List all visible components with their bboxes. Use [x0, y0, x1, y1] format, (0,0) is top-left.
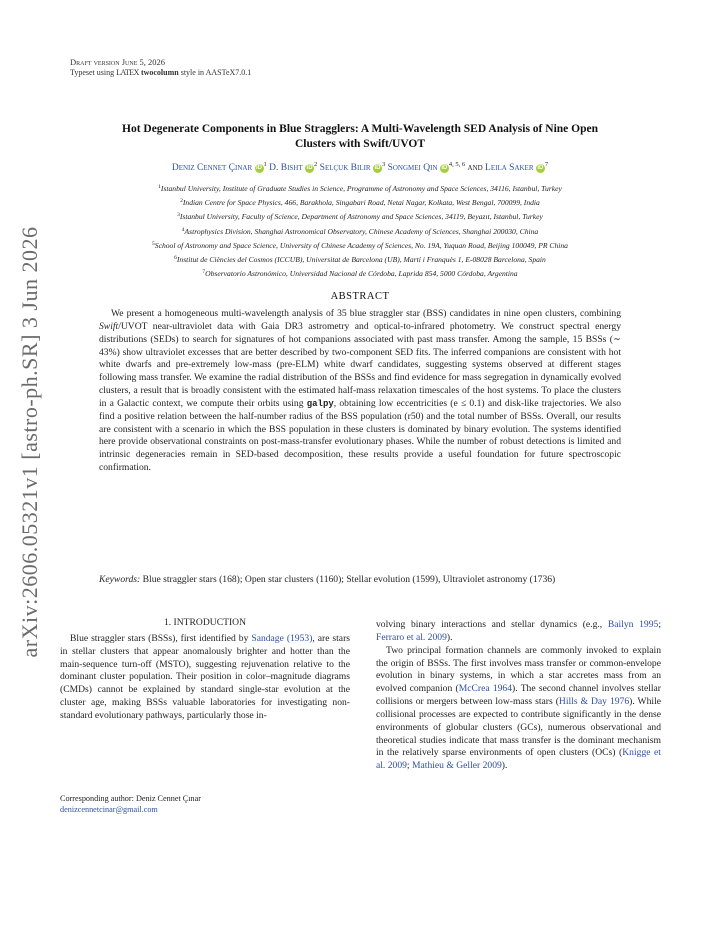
keywords: [99, 573, 621, 586]
citation-link[interactable]: Knigge et al. 2009: [376, 747, 661, 772]
right-column: volving binary interactions and stellar dynamics (e.g., Bailyn 1995; Ferraro et al. 2009). Two principal formation channels are commonly invoked to explain the origin of BSSs. The first involves mass transfer or common-envelope evolution in binary systems, in which a star accretes mass from an evolved companion (McCrea 1964). The second channel involves stellar collisions or mergers between low-mass stars (Hills & Day 1976). While collisional processes are expected to contribute significantly in the dense environments of globular clusters (GCs), numerous observational and theoretical studies indicate that mass transfer is the dominant mechanism in the relatively sparse environments of open clusters (OCs) (Knigge et al. 2009; Mathieu & Geller 2009).: [376, 619, 661, 772]
abstract-heading: ABSTRACT: [330, 291, 390, 302]
keywords-text: Blue straggler stars (168); Open star clusters (1160); Stellar evolution (1599), Ultraviolet astronomy (1736): [142, 574, 556, 585]
keywords-label: Keywords:: [99, 574, 141, 585]
author-list: Deniz Cennet Çinar iD $^1$ D. Bisht iD $^2$ Selçuk Bilir iD $^3$ Songmei Qin iD $^{4, 5, 6}$ and Leila Saker iD $^7$: [171, 161, 549, 173]
abstract-body: We present a homogeneous multi-wavelength analysis of 35 blue straggler star (BSS) candidates in nine open clusters, combining Swift/UVOT near-ultraviolet data with Gaia DR3 astrometry and optical-to-infrared photometry. We construct spectral energy distributions (SEDs) to search for signatures of hot companions associated with past mass transfer. Among the sample, 15 BSSs (∼ 43%) show ultraviolet excesses that are better described by two-component SED fits. The inferred companions are consistent with hot white dwarfs and pre-extremely low-mass (pre-ELM) white dwarf candidates, suggesting systems observed at different stages following mass transfer. We examine the radial distribution of the BSSs and find evidence for mass segregation in dynamically evolved clusters, a result that is broadly consistent with the estimated half-mass relaxation timescales of the host systems. To place the clusters in a Galactic context, we compute their orbits using galpy, obtaining low eccentricities (e ≤ 0.1) and disk-like trajectories. We also find a positive relation between the half-number radius of the BSS population (r50) and the total number of BSSs. Overall, our results are consistent with a scenario in which the BSS population in these clusters is dominated by binary evolution. The systems identified here provide observational constraints on post-mass-transfer evolutionary phases. While the number of robust detections is limited and intrinsic degeneracies remain in SED-based decomposition, these results provide a useful foundation for future spectroscopic confirmation.: [99, 308, 621, 474]
affiliation: $^4$Astrophysics Division, Shanghai Astronomical Observatory, Chinese Academy of Sciences, Shanghai 200030, China: [181, 226, 539, 236]
orcid-icon[interactable]: iD: [306, 165, 313, 171]
style-name: twocolumn: [140, 67, 179, 77]
author-name[interactable]: Leila Saker: [485, 163, 534, 173]
arxiv-id: arXiv:2606.05321v1 [astro-ph.SR] 3 Jun 2026: [17, 226, 42, 658]
draft-version-line: Draft version June 5, 2026: [70, 57, 165, 67]
section-heading: 1. INTRODUCTION: [163, 617, 247, 628]
author-name[interactable]: D. Bisht: [269, 163, 303, 173]
affiliation: $^3$Istanbul University, Faculty of Science, Department of Astronomy and Space Sciences, 34119, Beyazıt, Istanbul, Turkey: [177, 212, 543, 222]
citation-link[interactable]: Ferraro et al. 2009: [376, 631, 447, 643]
citation-link[interactable]: Hills & Day 1976: [558, 696, 630, 708]
affiliation: $^5$School of Astronomy and Space Science, University of Chinese Academy of Sciences, No. 19A, Yuquan Road, Beijing 100049, PR China: [152, 240, 568, 250]
citation-link[interactable]: McCrea 1964: [458, 683, 513, 695]
affiliation: $^1$Istanbul University, Institute of Graduate Studies in Science, Programme of Astronomy and Space Sciences, 34116, Istanbul, Turkey: [158, 184, 562, 193]
affiliation: $^2$Indian Centre for Space Physics, 466, Barakhola, Singabari Road, Netai Nagar, Kolkata, West Bengal, 700099, India: [180, 198, 540, 208]
typeset-line: Typeset using LATEX twocolumn style in AASTeX7.0.1: [70, 67, 252, 77]
citation-link[interactable]: Mathieu & Geller 2009: [412, 760, 502, 772]
affiliation: $^7$Observatorio Astronómico, Universidad Nacional de Córdoba, Laprida 854, 5000 Córdoba, Argentina: [202, 269, 518, 279]
code-galpy: galpy: [306, 398, 334, 409]
orcid-icon[interactable]: iD: [256, 165, 263, 171]
paper-title: Hot Degenerate Components in Blue Stragglers: A Multi-Wavelength SED Analysis of Nine Open Clusters with Swift/UVOT: [122, 123, 598, 150]
affiliation-list: [40, 181, 680, 280]
citation-link[interactable]: Sandage (1953): [251, 632, 313, 644]
corresponding-author: Corresponding author: Deniz Cennet Çınar denizcennetcinar@gmail.com: [60, 793, 350, 815]
author-name[interactable]: Selçuk Bilir: [319, 163, 371, 173]
affiliation: $^6$Institut de Ciències del Cosmos (ICCUB), Universitat de Barcelona (UB), Martí i Franquès 1, E-08028 Barcelona, Spain: [174, 255, 546, 265]
author-name[interactable]: Deniz Cennet Çinar: [171, 163, 253, 173]
email-link[interactable]: denizcennetcinar@gmail.com: [60, 805, 158, 814]
page-header: [70, 57, 251, 78]
left-column: 1. INTRODUCTION Blue straggler stars (BSSs), first identified by Sandage (1953), are stars in stellar clusters that appear anomalously brighter and hotter than the main-sequence turn-off (MSTO), suggesting rejuvenation relative to the dominant cluster population. Their position in color–magnitude diagrams (CMDs) cannot be explained by standard single-star evolution at the cluster age, making BSSs valuable laboratories for investigating non-standard evolutionary pathways, particularly those in-: [60, 617, 350, 721]
orcid-icon[interactable]: iD: [374, 165, 381, 171]
author-name[interactable]: Songmei Qin: [387, 163, 438, 173]
orcid-icon[interactable]: iD: [441, 165, 448, 171]
authors-and: and: [467, 163, 483, 173]
latex-logo: LATEX: [116, 67, 139, 77]
citation-link[interactable]: Bailyn 1995: [607, 619, 659, 630]
arxiv-sidebar-stamp: [8, 218, 52, 666]
orcid-icon[interactable]: iD: [537, 165, 544, 171]
